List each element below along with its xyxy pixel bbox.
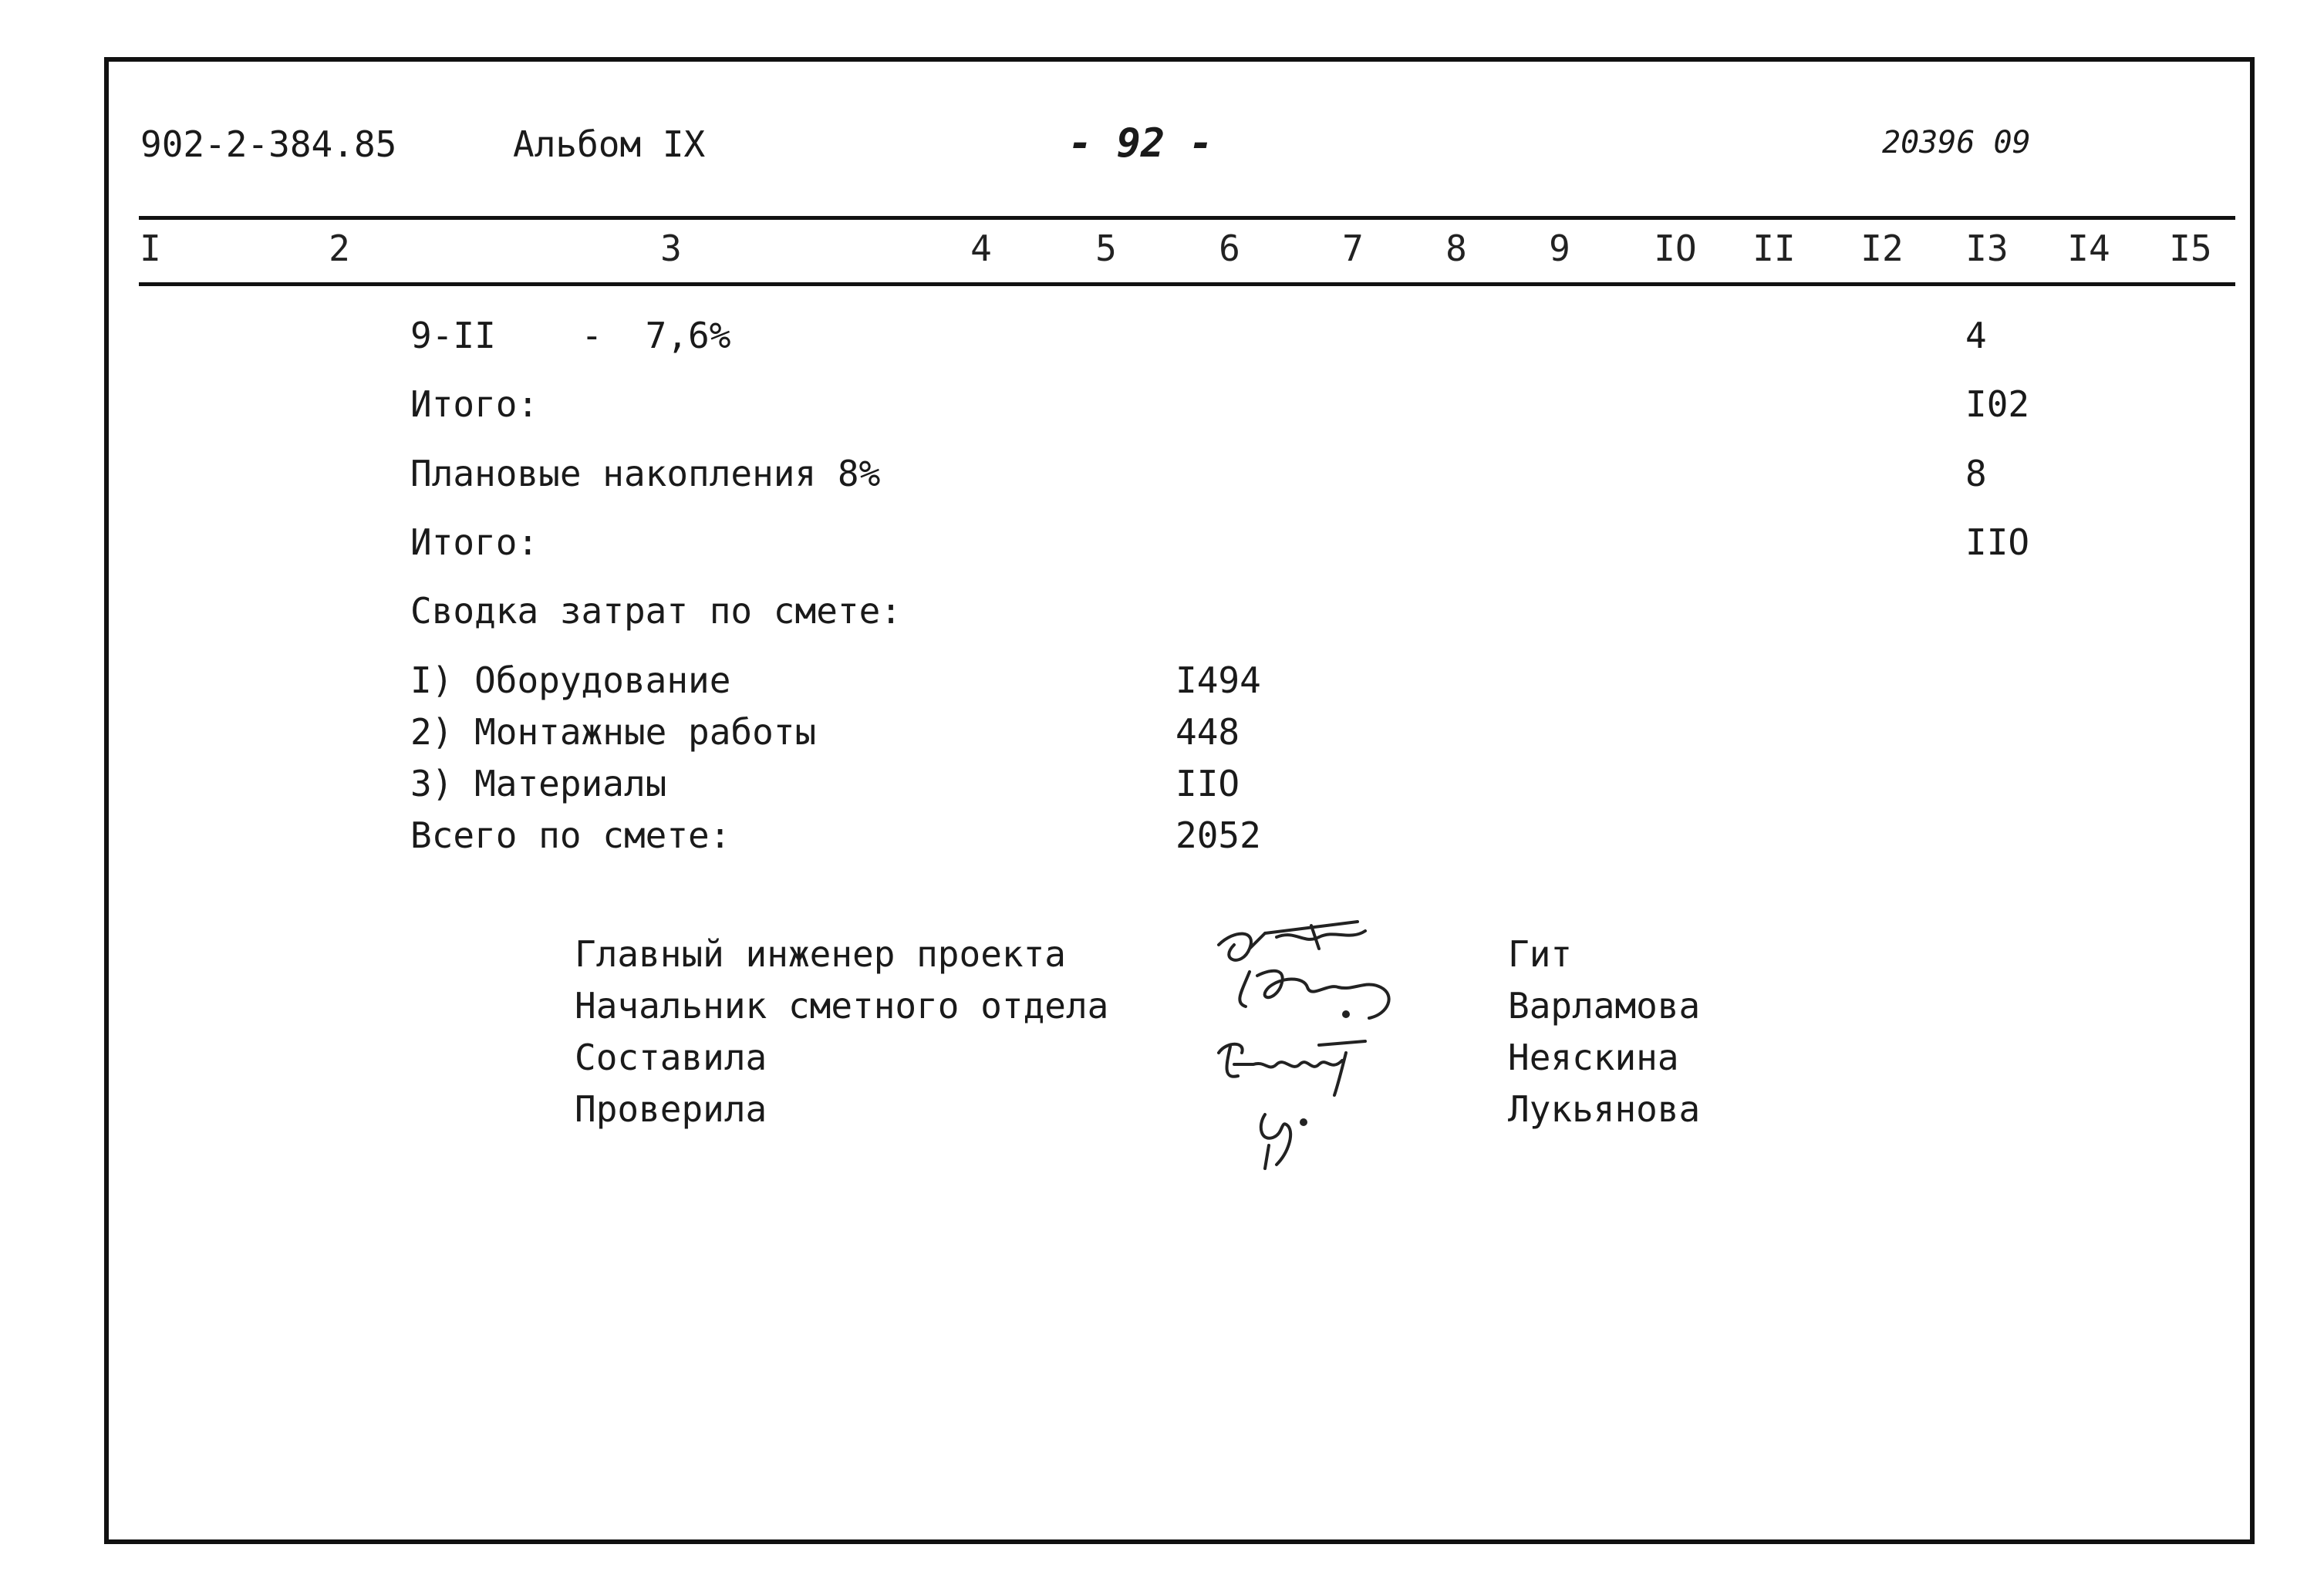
signatory-role: Проверила: [575, 1088, 767, 1130]
row-value: 4: [1965, 315, 1987, 356]
column-number: 5: [1095, 228, 1117, 269]
column-number: 4: [970, 228, 992, 269]
row-label: 9-II - 7,6%: [410, 315, 731, 356]
page-number: - 92 -: [1068, 120, 1213, 167]
row-label: Итого:: [410, 383, 539, 425]
column-number: IO: [1654, 228, 1697, 269]
doc-code: 902-2-384.85: [140, 123, 397, 165]
row-label: Плановые накопления 8%: [410, 453, 881, 494]
handwritten-signatures: [1203, 914, 1496, 1207]
summary-item-label: 3) Материалы: [410, 763, 667, 804]
column-number: I3: [1965, 228, 2009, 269]
summary-item-value: 448: [1175, 711, 1240, 753]
summary-item-value: I494: [1175, 659, 1261, 701]
column-number: 9: [1549, 228, 1570, 269]
inventory-number: 20396 09: [1882, 125, 2031, 160]
row-value: I02: [1965, 383, 2030, 425]
column-number: I4: [2067, 228, 2110, 269]
column-number: 2: [329, 228, 350, 269]
summary-item-label: I) Оборудование: [410, 659, 731, 701]
signatory-name: Гит: [1508, 933, 1573, 975]
summary-item-label: 2) Монтажные работы: [410, 711, 817, 753]
signatory-role: Составила: [575, 1037, 767, 1078]
signatory-name: Неяскина: [1508, 1037, 1679, 1078]
summary-title: Сводка затрат по смете:: [410, 590, 902, 632]
signatory-name: Варламова: [1508, 985, 1701, 1027]
summary-item-value: IIO: [1175, 763, 1240, 804]
signatory-role: Главный инженер проекта: [575, 933, 1066, 975]
header-bottom-rule: [139, 282, 2235, 286]
signatory-name: Лукьянова: [1508, 1088, 1701, 1130]
column-number: I5: [2169, 228, 2212, 269]
column-number: 7: [1342, 228, 1364, 269]
column-number: 8: [1445, 228, 1467, 269]
signatory-role: Начальник сметного отдела: [575, 985, 1109, 1027]
row-value: 8: [1965, 453, 1987, 494]
column-number: 6: [1219, 228, 1240, 269]
column-number: I: [140, 228, 161, 269]
column-number: I2: [1860, 228, 1904, 269]
summary-total-value: 2052: [1175, 814, 1261, 856]
summary-total-label: Всего по смете:: [410, 814, 731, 856]
header-top-rule: [139, 216, 2235, 220]
album-label: Альбом IX: [513, 123, 706, 165]
row-label: Итого:: [410, 521, 539, 563]
column-number: 3: [660, 228, 682, 269]
row-value: IIO: [1965, 521, 2030, 563]
column-number: II: [1752, 228, 1796, 269]
